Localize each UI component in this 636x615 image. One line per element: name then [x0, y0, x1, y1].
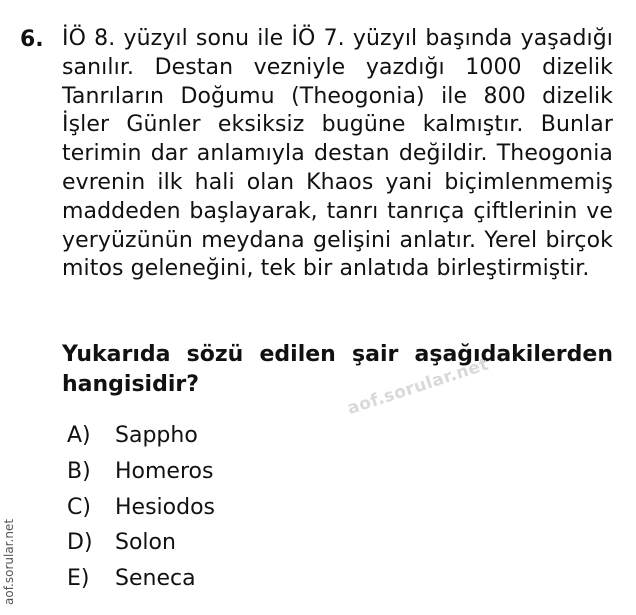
question-prompt: Yukarıda sözü edilen şair aşağıdakilerden hangisidir? — [62, 342, 613, 397]
option-text: Hesiodos — [115, 494, 215, 520]
option-letter: D) — [67, 530, 93, 556]
option-letter: B) — [67, 458, 91, 484]
option-text: Homeros — [115, 458, 214, 484]
option-d[interactable] — [67, 528, 215, 564]
center-watermark: aof.sorular.net — [345, 354, 492, 420]
answer-options — [67, 421, 215, 600]
option-e[interactable] — [67, 564, 215, 600]
option-a[interactable] — [67, 421, 215, 457]
option-b[interactable] — [67, 457, 215, 493]
option-text: Solon — [115, 530, 176, 556]
option-text: Sappho — [115, 423, 198, 448]
side-watermark: aof.sorular.net — [2, 518, 16, 605]
option-c[interactable] — [67, 493, 215, 529]
option-letter: A) — [67, 423, 91, 448]
question-number: 6. — [20, 27, 44, 52]
question-body: İÖ 8. yüzyıl sonu ile İÖ 7. yüzyıl başında yaşadığı sanılır. Destan vezniyle yazdığı 1000 dizelik Tanrıların Doğumu (Theogonia) ile 800 dizelik İşler Günler eksiksiz bugüne kalmıştır. Bunlar terimin dar anlamıyla destan değildir. Theogonia evrenin ilk hali olan Khaos yani biçimlenmemiş maddeden başlayarak, tanrı tanrıça çiftlerinin ve yeryüzünün meydana gelişini anlatır. Yerel birçok mitos geleneğini, tek bir anlatıda birleştirmiştir. — [62, 26, 613, 282]
option-text: Seneca — [115, 566, 196, 592]
option-letter: E) — [67, 566, 90, 592]
option-letter: C) — [67, 494, 91, 520]
